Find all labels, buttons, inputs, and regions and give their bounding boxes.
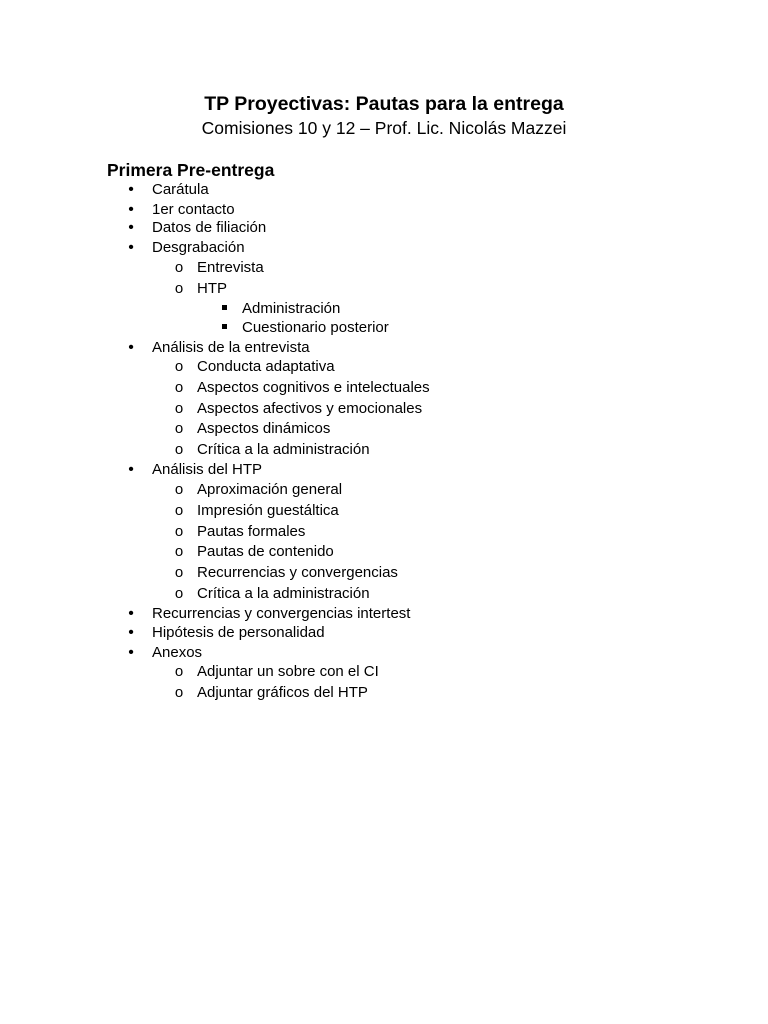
list-item-level-1 [0, 200, 768, 220]
list-item-level-2 [0, 563, 768, 583]
list-item-level-1 [0, 238, 768, 258]
list-item-level-2 [0, 501, 768, 521]
bullet-circle-icon: o [174, 543, 184, 560]
bullet-dot-icon: • [128, 239, 134, 256]
list-item-level-3 [0, 318, 768, 338]
list-item-level-2 [0, 480, 768, 500]
document-subtitle: Comisiones 10 y 12 – Prof. Lic. Nicolás Mazzei [201, 118, 567, 138]
list-item-text: Impresión guestáltica [197, 502, 339, 519]
bullet-dot-icon: • [128, 461, 134, 478]
black-square-bullet-icon [216, 318, 232, 338]
bullet-dot-icon: • [128, 624, 134, 641]
list-item-text: Entrevista [197, 259, 264, 276]
bullet-circle-icon: o [174, 684, 184, 701]
bullet-circle-icon: o [174, 502, 184, 519]
list-item-level-2 [0, 662, 768, 682]
list-item-level-1 [0, 604, 768, 624]
list-item-text: Pautas de contenido [197, 543, 334, 560]
list-item-text: Aspectos dinámicos [197, 420, 331, 437]
list-item-text: 1er contacto [152, 201, 235, 218]
list-item-level-1 [0, 218, 768, 238]
bullet-circle-icon: o [174, 280, 184, 297]
list-item-text: Crítica a la administración [197, 585, 370, 602]
list-item-text: Aspectos cognitivos e intelectuales [197, 379, 430, 396]
list-item-level-2 [0, 279, 768, 299]
list-item-text: Pautas formales [197, 523, 306, 540]
list-item-level-2 [0, 419, 768, 439]
list-item-text: Adjuntar gráficos del HTP [197, 684, 368, 701]
list-item-text: Cuestionario posterior [242, 319, 389, 336]
list-item-text: HTP [197, 280, 227, 297]
list-item-text: Anexos [152, 644, 203, 661]
list-item-level-1 [0, 623, 768, 643]
list-item-level-1 [0, 338, 768, 358]
list-item-text: Aspectos afectivos y emocionales [197, 400, 423, 417]
bullet-circle-icon: o [174, 400, 184, 417]
list-item-text: Conducta adaptativa [197, 358, 335, 375]
list-item-level-1 [0, 643, 768, 663]
list-item-text: Análisis del HTP [152, 461, 263, 478]
bullet-dot-icon: • [128, 339, 134, 356]
list-item-level-2 [0, 378, 768, 398]
list-item-level-1 [0, 180, 768, 200]
black-square-bullet-icon [216, 299, 232, 319]
list-item-level-2 [0, 522, 768, 542]
bullet-dot-icon: • [128, 644, 134, 661]
list-item-text: Administración [242, 300, 341, 317]
list-item-text: Adjuntar un sobre con el CI [197, 663, 379, 680]
bullet-circle-icon: o [174, 585, 184, 602]
bullet-circle-icon: o [174, 523, 184, 540]
list-item-level-2 [0, 584, 768, 604]
bullet-dot-icon: • [128, 605, 134, 622]
bullet-circle-icon: o [174, 420, 184, 437]
bullet-circle-icon: o [174, 441, 184, 458]
bullet-circle-icon: o [174, 379, 184, 396]
section-heading: Primera Pre-entrega [107, 160, 275, 180]
bullet-circle-icon: o [174, 358, 184, 375]
list-item-text: Desgrabación [152, 239, 245, 256]
list-item-level-2 [0, 440, 768, 460]
list-item-text: Recurrencias y convergencias intertest [152, 605, 411, 622]
list-item-level-2 [0, 258, 768, 278]
list-item-level-3 [0, 299, 768, 319]
bullet-circle-icon: o [174, 663, 184, 680]
list-item-text: Hipótesis de personalidad [152, 624, 325, 641]
bullet-dot-icon: • [128, 219, 134, 236]
list-item-level-2 [0, 399, 768, 419]
list-item-text: Crítica a la administración [197, 441, 370, 458]
list-item-level-2 [0, 683, 768, 703]
list-item-text: Carátula [152, 181, 209, 198]
document-title: TP Proyectivas: Pautas para la entrega [204, 93, 564, 115]
bullet-circle-icon: o [174, 564, 184, 581]
bullet-circle-icon: o [174, 481, 184, 498]
list-item-level-1 [0, 460, 768, 480]
list-item-text: Recurrencias y convergencias [197, 564, 398, 581]
list-item-level-2 [0, 542, 768, 562]
list-item-level-2 [0, 357, 768, 377]
bullet-dot-icon: • [128, 181, 134, 198]
bullet-dot-icon: • [128, 201, 134, 218]
bullet-circle-icon: o [174, 259, 184, 276]
list-item-text: Datos de filiación [152, 219, 267, 236]
list-item-text: Aproximación general [197, 481, 343, 498]
list-item-text: Análisis de la entrevista [152, 339, 310, 356]
